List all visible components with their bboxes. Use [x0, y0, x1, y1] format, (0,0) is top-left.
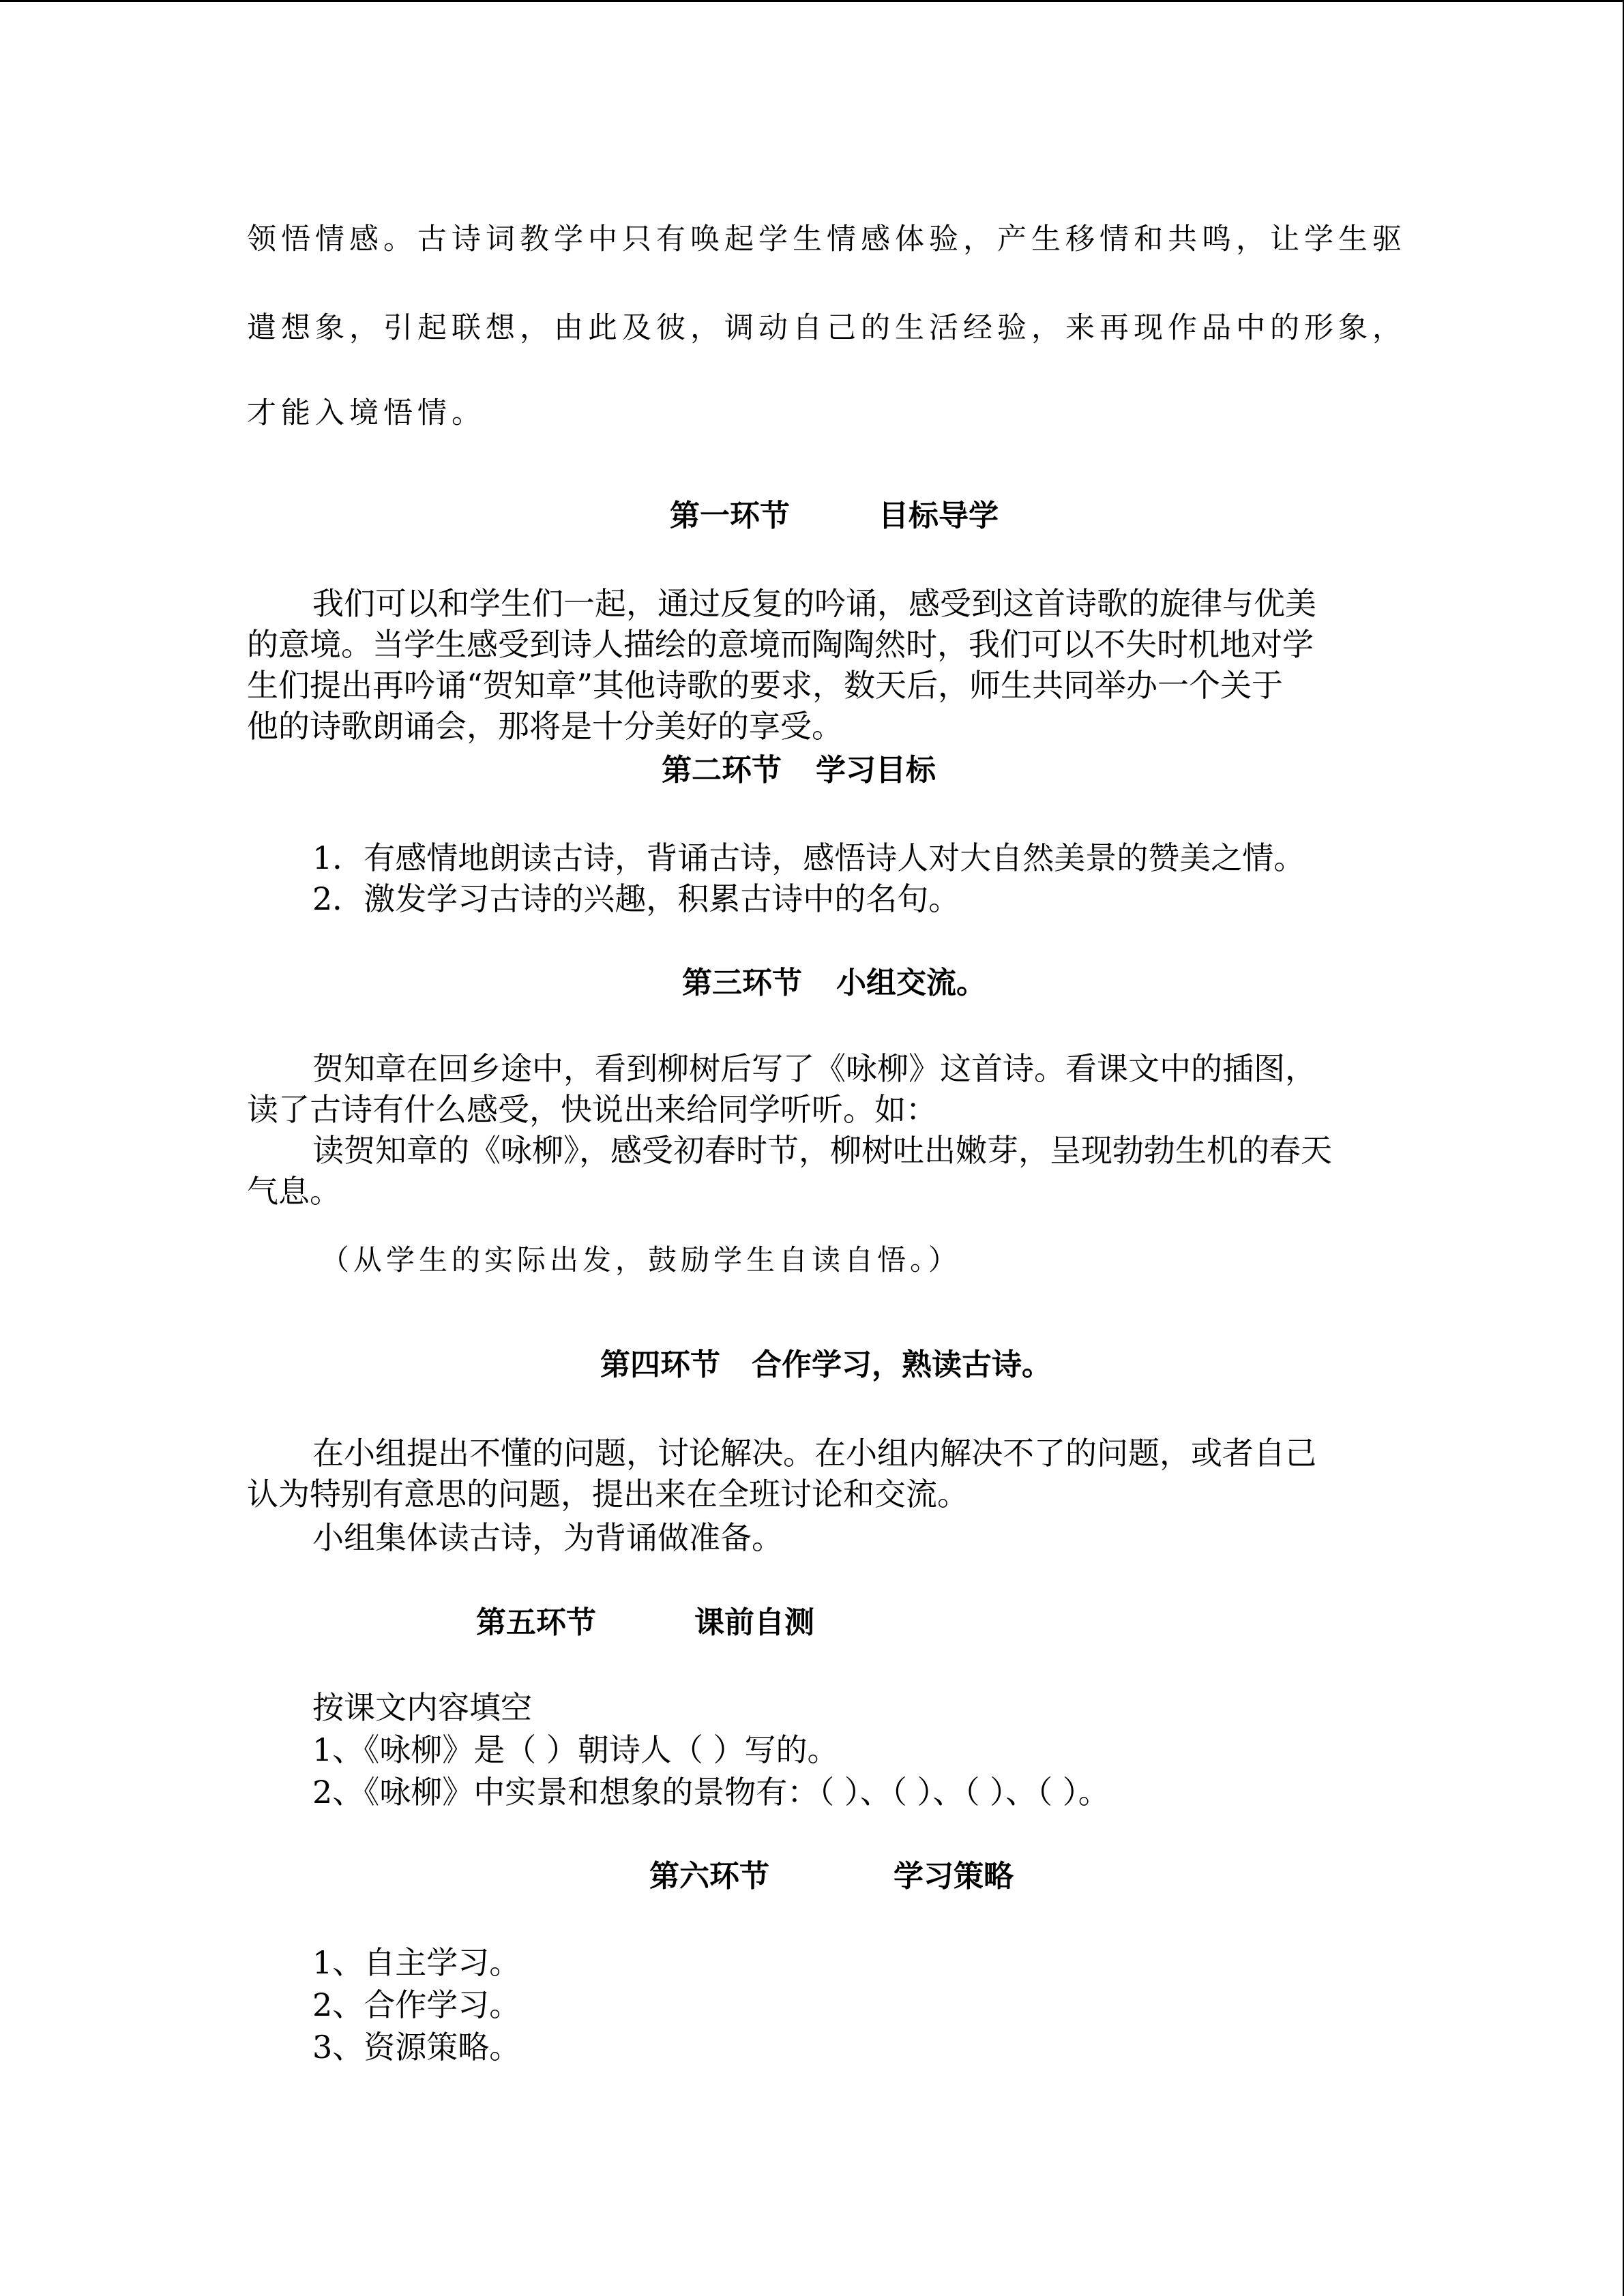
- section6-label: 第六环节: [649, 1859, 769, 1894]
- section4-para-line-3: 小组集体读古诗，为背诵做准备。: [312, 1519, 783, 1556]
- section3-para-line-3: 读贺知章的《咏柳》，感受初春时节，柳树吐出嫩芽，呈现勃勃生机的春天: [312, 1132, 1332, 1169]
- section4-para-line-2: 认为特别有意思的问题，提出来在全班讨论和交流。: [247, 1476, 969, 1512]
- section3-note: （从学生的实际出发，鼓励学生自读自悟。）: [321, 1243, 962, 1277]
- page-top-border: [0, 0, 1624, 2]
- section4-label: 第四环节: [600, 1347, 720, 1382]
- section2-title: 学习目标: [816, 753, 936, 788]
- section3-para-line-2: 读了古诗有什么感受，快说出来给同学听听。如：: [247, 1091, 937, 1128]
- section1-para-line-3: 生们提出再吟诵“贺知章”其他诗歌的要求，数天后，师生共同举办一个关于: [247, 667, 1284, 704]
- section5-heading: [476, 1605, 814, 1640]
- section2-item-1: 1．有感情地朗读古诗，背诵古诗，感悟诗人对大自然美景的赞美之情。: [312, 839, 1305, 876]
- section2-item-2: 2．激发学习古诗的兴趣，积累古诗中的名句。: [312, 880, 960, 917]
- section5-item-1: 1、《咏柳》是（ ）朝诗人（ ）写的。: [312, 1731, 839, 1768]
- section5-item-2: 2、《咏柳》中实景和想象的景物有：（ ）、（ ）、（ ）、（ ）。: [312, 1774, 1110, 1810]
- section5-label: 第五环节: [476, 1605, 596, 1640]
- section6-item-1: 1、自主学习。: [312, 1944, 521, 1981]
- section5-instruction: 按课文内容填空: [312, 1689, 532, 1726]
- section5-title: 课前自测: [694, 1605, 814, 1640]
- section6-title: 学习策略: [894, 1859, 1014, 1894]
- section1-para-line-1: 我们可以和学生们一起，通过反复的吟诵，感受到这首诗歌的旋律与优美: [312, 585, 1316, 622]
- section6-item-3: 3、资源策略。: [312, 2029, 521, 2066]
- section2-heading: [662, 753, 936, 788]
- section3-para-line-4: 气息。: [247, 1173, 341, 1210]
- section1-heading: [670, 498, 999, 533]
- section3-label: 第三环节: [682, 966, 802, 1000]
- section2-label: 第二环节: [662, 753, 782, 788]
- section6-heading: [649, 1859, 1014, 1894]
- intro-line-2: 遣想象，引起联想，由此及彼，调动自己的生活经验，来再现作品中的形象，: [247, 311, 1406, 345]
- section3-title: 小组交流。: [836, 966, 986, 1000]
- section6-item-2: 2、合作学习。: [312, 1986, 521, 2023]
- section3-para-line-1: 贺知章在回乡途中，看到柳树后写了《咏柳》这首诗。看课文中的插图，: [312, 1050, 1316, 1087]
- intro-line-1: 领悟情感。古诗词教学中只有唤起学生情感体验，产生移情和共鸣，让学生驱: [247, 222, 1406, 256]
- section4-title: 合作学习，熟读古诗。: [752, 1347, 1052, 1382]
- intro-line-3: 才能入境悟情。: [247, 396, 486, 430]
- section4-heading: [600, 1347, 1052, 1382]
- section1-para-line-4: 他的诗歌朗诵会，那将是十分美好的享受。: [247, 708, 843, 745]
- section1-para-line-2: 的意境。当学生感受到诗人描绘的意境而陶陶然时，我们可以不失时机地对学: [247, 626, 1314, 663]
- section4-para-line-1: 在小组提出不懂的问题，讨论解决。在小组内解决不了的问题，或者自己: [312, 1435, 1316, 1472]
- section3-heading: [682, 968, 986, 998]
- section1-label: 第一环节: [670, 498, 790, 533]
- section1-title: 目标导学: [879, 498, 999, 533]
